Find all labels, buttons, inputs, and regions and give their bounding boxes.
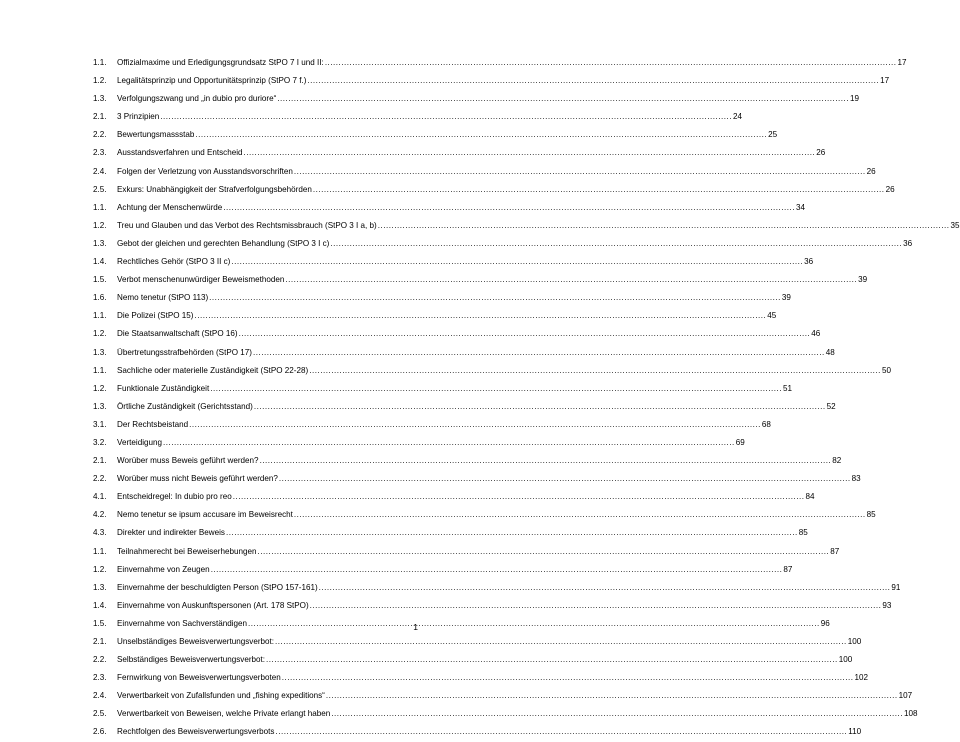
toc-leader-dots [275, 723, 847, 741]
toc-entry-page: 93 [882, 600, 892, 610]
toc-entry [93, 723, 862, 741]
toc-leader-dots [279, 470, 851, 488]
toc-entry-number: 1.1. [93, 311, 107, 321]
toc-entry-title: Offizialmaxime und Erledigungsgrundsatz StPO 7 I und II: [117, 58, 324, 67]
toc-entry-number: 2.2. [93, 130, 107, 140]
toc-entry [93, 470, 861, 488]
toc-entry [93, 543, 840, 561]
toc-entry-page: 26 [885, 184, 895, 194]
toc-entry [93, 235, 913, 253]
toc-entry [93, 416, 771, 434]
toc-leader-dots [282, 669, 854, 687]
toc-entry [93, 579, 901, 597]
toc-leader-dots [254, 398, 826, 416]
toc-entry-page: 100 [838, 655, 853, 665]
toc-entry [93, 380, 792, 398]
toc-entry-number: 2.4. [93, 691, 107, 701]
toc-entry [93, 687, 913, 705]
toc-leader-dots [209, 289, 781, 307]
toc-entry [93, 651, 853, 669]
toc-entry-number: 1.4. [93, 600, 107, 610]
toc-entry [93, 90, 860, 108]
toc-entry-page: 84 [805, 492, 815, 502]
toc-entry-page: 87 [783, 564, 793, 574]
toc-entry-number: 1.2. [93, 564, 107, 574]
toc-leader-dots [325, 54, 897, 72]
toc-entry-title: Bewertungsmassstab [117, 130, 195, 140]
toc-entry-number: 2.4. [93, 166, 107, 176]
toc-entry-number: 2.1. [93, 112, 107, 122]
toc-entry-number: 2.2. [93, 655, 107, 665]
toc-leader-dots [231, 253, 803, 271]
toc-leader-dots [194, 307, 766, 325]
toc-leader-dots [260, 452, 832, 470]
toc-leader-dots [244, 144, 816, 162]
toc-leader-dots [277, 90, 849, 108]
toc-entry [93, 108, 743, 126]
toc-entry [93, 199, 806, 217]
toc-entry-title: Selbständiges Beweisverwertungsverbot: [117, 655, 266, 665]
toc-entry-page: 108 [904, 709, 918, 719]
toc-entry [93, 597, 892, 615]
toc-entry [93, 506, 876, 524]
toc-leader-dots [319, 579, 891, 597]
toc-entry-title: Der Rechtsbeistand [117, 419, 189, 429]
toc-entry-title: Rechtfolgen des Beweisverwertungsverbots [117, 727, 275, 737]
toc-entry-number: 1.2. [93, 76, 107, 86]
toc-entry-page: 45 [767, 311, 777, 321]
toc-leader-dots [223, 199, 795, 217]
toc-entry-title: Nemo tenetur se ipsum accusare im Beweisrecht [117, 510, 293, 520]
toc-leader-dots [307, 72, 879, 90]
toc-leader-dots [310, 597, 882, 615]
toc-entry-title: Verteidigung [117, 437, 163, 447]
toc-entry-number: 1.1. [93, 546, 107, 556]
toc-entry-page: 26 [866, 166, 876, 176]
toc-entry-number: 3.2. [93, 437, 107, 447]
toc-entry-number: 2.1. [93, 637, 107, 646]
toc-entry [93, 289, 791, 307]
toc-entry-number: 1.4. [93, 257, 107, 267]
toc-leader-dots [253, 344, 825, 362]
toc-leader-dots [248, 615, 820, 633]
toc-entry [93, 344, 835, 362]
toc-entry [93, 325, 821, 343]
toc-entry-title: Verbot menschenunwürdiger Beweismethoden [117, 275, 285, 285]
toc-entry-page: 87 [830, 546, 840, 556]
toc-entry [93, 163, 876, 181]
toc-entry-title: Treu und Glauben und das Verbot des Rechtsmissbrauch (StPO 3 I a, b) [117, 220, 377, 230]
toc-entry [93, 615, 830, 633]
toc-leader-dots [294, 163, 866, 181]
toc-entry [93, 633, 862, 651]
toc-entry-title: Fernwirkung von Beweisverwertungsverboten [117, 673, 281, 683]
toc-entry-page: 17 [897, 58, 907, 67]
toc-entry-page: 48 [825, 347, 835, 357]
toc-entry-page: 85 [798, 528, 808, 538]
toc-entry-title: Einvernahme von Zeugen [117, 564, 210, 574]
toc-entry-title: Worüber muss nicht Beweis geführt werden? [117, 474, 278, 484]
toc-entry-number: 4.1. [93, 492, 107, 502]
toc-entry-number: 4.3. [93, 528, 107, 538]
toc-entry [93, 271, 868, 289]
toc-entry-title: Achtung der Menschenwürde [117, 202, 223, 212]
toc-entry [93, 72, 890, 90]
toc-entry [93, 561, 793, 579]
toc-entry-page: 96 [820, 618, 830, 628]
toc-leader-dots [189, 416, 761, 434]
toc-entry-title: Die Staatsanwaltschaft (StPO 16) [117, 329, 238, 339]
toc-entry-number: 1.3. [93, 94, 107, 104]
toc-entry-title: Gebot der gleichen und gerechten Behandlung (StPO 3 I c) [117, 238, 330, 248]
toc-entry-page: 107 [898, 691, 913, 701]
toc-leader-dots [195, 126, 767, 144]
toc-leader-dots [163, 434, 735, 452]
toc-leader-dots [331, 705, 903, 723]
toc-entry-page: 83 [851, 474, 861, 484]
toc-entry-number: 1.6. [93, 293, 107, 303]
toc-leader-dots [266, 651, 838, 669]
toc-entry-title: Legalitätsprinzip und Opportunitätsprinzip (StPO 7 f.) [117, 76, 307, 86]
toc-entry-number: 3.1. [93, 419, 107, 429]
toc-entry-title: Einvernahme der beschuldigten Person (StPO 157-161) [117, 582, 318, 592]
toc-entry-title: Verwertbarkeit von Zufallsfunden und „fishing expeditions“ [117, 691, 325, 701]
toc-entry-number: 2.1. [93, 456, 107, 466]
toc-entry-title: Unselbständiges Beweisverwertungsverbot: [117, 637, 275, 646]
toc-entry-page: 51 [782, 383, 792, 393]
toc-entry-number: 2.2. [93, 474, 107, 484]
toc-leader-dots [309, 362, 881, 380]
toc-entry [93, 181, 895, 199]
toc-entry-title: Exkurs: Unabhängigkeit der Strafverfolgungsbehörden [117, 184, 312, 194]
toc-entry-title: Folgen der Verletzung von Ausstandsvorschriften [117, 166, 293, 176]
toc-entry-number: 2.5. [93, 184, 107, 194]
toc-entry-page: 35 [950, 220, 960, 230]
toc-leader-dots [257, 543, 829, 561]
toc-leader-dots [285, 271, 857, 289]
toc-leader-dots [210, 380, 782, 398]
toc-entry-page: 34 [796, 202, 806, 212]
toc-entry-title: Einvernahme von Sachverständigen [117, 618, 248, 628]
toc-entry-title: Einvernahme von Auskunftspersonen (Art. 178 StPO) [117, 600, 309, 610]
toc-leader-dots [330, 235, 902, 253]
table-of-contents [93, 54, 960, 742]
toc-entry-page: 39 [781, 293, 791, 303]
toc-entry-page: 100 [847, 637, 862, 646]
toc-entry [93, 669, 869, 687]
toc-entry [93, 452, 842, 470]
toc-entry-number: 1.2. [93, 329, 107, 339]
toc-entry-title: Die Polizei (StPO 15) [117, 311, 194, 321]
toc-leader-dots [211, 561, 783, 579]
toc-leader-dots [160, 108, 732, 126]
toc-entry [93, 126, 778, 144]
toc-entry-page: 46 [811, 329, 821, 339]
toc-entry-title: Entscheidregel: In dubio pro reo [117, 492, 232, 502]
toc-entry-title: Verfolgungszwang und „in dubio pro duriore“ [117, 94, 277, 104]
toc-entry-number: 1.3. [93, 582, 107, 592]
toc-entry-number: 4.2. [93, 510, 107, 520]
toc-entry-page: 85 [866, 510, 876, 520]
toc-entry [93, 307, 777, 325]
toc-entry-page: 17 [880, 76, 890, 86]
toc-entry-page: 19 [850, 94, 860, 104]
toc-entry [93, 54, 907, 72]
toc-entry-title: Nemo tenetur (StPO 113) [117, 293, 209, 303]
toc-entry-page: 52 [826, 401, 836, 411]
toc-entry-number: 1.3. [93, 401, 107, 411]
toc-leader-dots [378, 217, 950, 235]
toc-entry-page: 91 [891, 582, 901, 592]
toc-entry [93, 524, 808, 542]
toc-entry-page: 36 [903, 238, 913, 248]
toc-entry-number: 2.6. [93, 727, 107, 737]
toc-entry-number: 1.1. [93, 58, 107, 67]
toc-entry-page: 24 [733, 112, 743, 122]
toc-entry-title: Teilnahmerecht bei Beweiserhebungen [117, 546, 257, 556]
toc-entry-title: Übertretungsstrafbehörden (StPO 17) [117, 347, 252, 357]
toc-leader-dots [226, 524, 798, 542]
toc-entry-number: 2.3. [93, 148, 107, 158]
toc-entry-title: Verwertbarkeit von Beweisen, welche Private erlangt haben [117, 709, 331, 719]
toc-entry-title: Sachliche oder materielle Zuständigkeit (StPO 22-28) [117, 365, 309, 375]
toc-entry [93, 705, 918, 723]
toc-entry-number: 2.5. [93, 709, 107, 719]
page-number: 1 [413, 622, 418, 632]
toc-entry-page: 68 [761, 419, 771, 429]
toc-leader-dots [233, 488, 805, 506]
toc-entry-title: Örtliche Zuständigkeit (Gerichtsstand) [117, 401, 253, 411]
toc-entry-page: 36 [804, 257, 814, 267]
toc-entry-page: 102 [854, 673, 869, 683]
toc-entry-number: 1.1. [93, 202, 107, 212]
toc-entry [93, 253, 814, 271]
toc-entry-number: 1.1. [93, 365, 107, 375]
toc-entry [93, 362, 891, 380]
toc-entry-page: 39 [858, 275, 868, 285]
toc-entry-number: 2.3. [93, 673, 107, 683]
toc-entry [93, 144, 826, 162]
toc-entry [93, 488, 815, 506]
toc-entry-title: Funktionale Zuständigkeit [117, 383, 210, 393]
toc-leader-dots [326, 687, 898, 705]
toc-entry-title: 3 Prinzipien [117, 112, 160, 122]
toc-entry [93, 217, 960, 235]
toc-leader-dots [313, 181, 885, 199]
toc-entry-number: 1.2. [93, 383, 107, 393]
toc-entry-number: 1.3. [93, 238, 107, 248]
toc-entry-number: 1.5. [93, 275, 107, 285]
toc-entry [93, 398, 836, 416]
toc-leader-dots [275, 633, 847, 651]
toc-leader-dots [294, 506, 866, 524]
toc-entry-number: 1.5. [93, 618, 107, 628]
toc-entry-title: Direkter und indirekter Beweis [117, 528, 225, 538]
toc-entry-page: 50 [881, 365, 891, 375]
toc-entry-page: 82 [832, 456, 842, 466]
toc-entry [93, 434, 745, 452]
toc-entry-page: 26 [816, 148, 826, 158]
toc-entry-page: 110 [848, 727, 862, 737]
toc-entry-page: 25 [768, 130, 778, 140]
toc-entry-title: Rechtliches Gehör (StPO 3 II c) [117, 257, 231, 267]
toc-entry-title: Worüber muss Beweis geführt werden? [117, 456, 259, 466]
toc-leader-dots [239, 325, 811, 343]
toc-entry-title: Ausstandsverfahren und Entscheid [117, 148, 243, 158]
toc-entry-number: 1.3. [93, 347, 107, 357]
toc-entry-number: 1.2. [93, 220, 107, 230]
toc-entry-page: 69 [735, 437, 745, 447]
